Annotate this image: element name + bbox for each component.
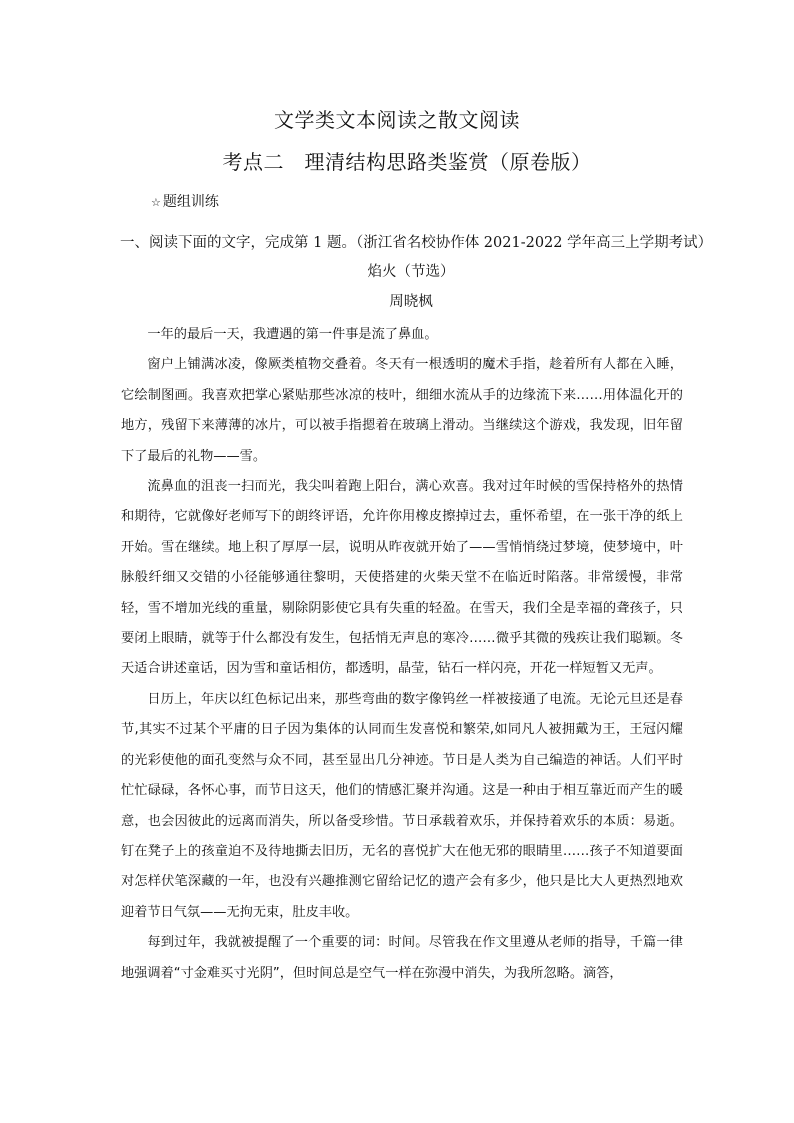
paragraph: 流鼻血的沮丧一扫而光，我尖叫着跑上阳台，满心欢喜。我对过年时候的雪保持格外的热情和期待，它就像好老师写下的朗终评语，允许你用橡皮擦掉过去，重怀希望，在一张干净的纸上开始。雪在继续。地上积了厚厚一层，说明从昨夜就开始了——雪悄悄绕过梦境，使梦境中，叶脉般纤细又交错的小径能够通往黎明，天使搭建的火柴天堂不在临近时陷落。非常缓慢，非常轻，雪不增加光线的重量，剔除阴影使它具有失重的轻盈。在雪天，我们全是幸福的聋孩子，只要闭上眼睛，就等于什么都没有发生，包括悄无声息的寒冷……微乎其微的残疾让我们聪颖。冬天适合讲述童话，因为雪和童话相仿，都透明，晶莹，钻石一样闪亮，开花一样短暂又无声。 (121, 479, 683, 677)
section-label-text: 题组训练 (162, 194, 219, 210)
document-title: 文学类文本阅读之散文阅读 (274, 108, 520, 132)
paragraph: 每到过年，我就被提醒了一个重要的词：时间。尽管我在作文里遵从老师的指导，千篇一律地强调着“寸金难买寸光阴”，但时间总是空气一样在弥漫中消失，为我所忽略。滴答， (121, 935, 683, 981)
section-label (151, 191, 219, 211)
passage-title: 焰火（节选） (367, 264, 455, 280)
paragraph: 日历上，年庆以红色标记出来，那些弯曲的数字像钨丝一样被接通了电流。无论元旦还是春节,其实不过某个平庸的日子因为集体的认同而生发喜悦和繁荣,如同凡人被拥戴为王，王冠闪耀的光彩使他的面孔变然与众不同，甚至显出几分神迹。节日是人类为自己编造的神话。人们平时忙忙碌碌，各怀心事，而节日这天，他们的情感汇聚并沟通。这是一种由于相互靠近而产生的暖意，也会因彼此的远离而消失，所以备受珍惜。节日承载着欢乐，并保持着欢乐的本质：易逝。钉在凳子上的孩童迫不及待地撕去旧历，无名的喜悦扩大在他无邪的眼睛里……孩子不知道要面对怎样伏笔深藏的一年，也没有兴趣推测它留给记忆的遗产会有多少，他只是比大人更热烈地欢迎着节日气氛——无拘无束，肚皮丰收。 (121, 691, 683, 920)
paragraph: 窗户上铺满冰凌，像厥类植物交叠着。冬天有一根透明的魔术手指，趁着所有人都在入睡，它绘制图画。我喜欢把掌心紧贴那些冰凉的枝叶，细细水流从手的边缘流下来……用体温化开的地方，残留下来薄薄的冰片，可以被手指摁着在玻璃上滑动。当继续这个游戏，我发现，旧年留下了最后的礼物——雪。 (121, 357, 683, 464)
star-icon: ☆ (151, 196, 161, 209)
question-intro: 一、阅读下面的文字，完成第 1 题。（浙江省名校协作体 2021-2022 学年高三上学期考试） (120, 235, 713, 251)
document-subtitle: 考点二 理清结构思路类鉴赏（原卷版） (222, 150, 592, 174)
passage-author: 周晓枫 (389, 294, 433, 310)
paragraph: 一年的最后一天，我遭遇的第一件事是流了鼻血。 (147, 327, 438, 342)
passage-body (121, 320, 683, 989)
